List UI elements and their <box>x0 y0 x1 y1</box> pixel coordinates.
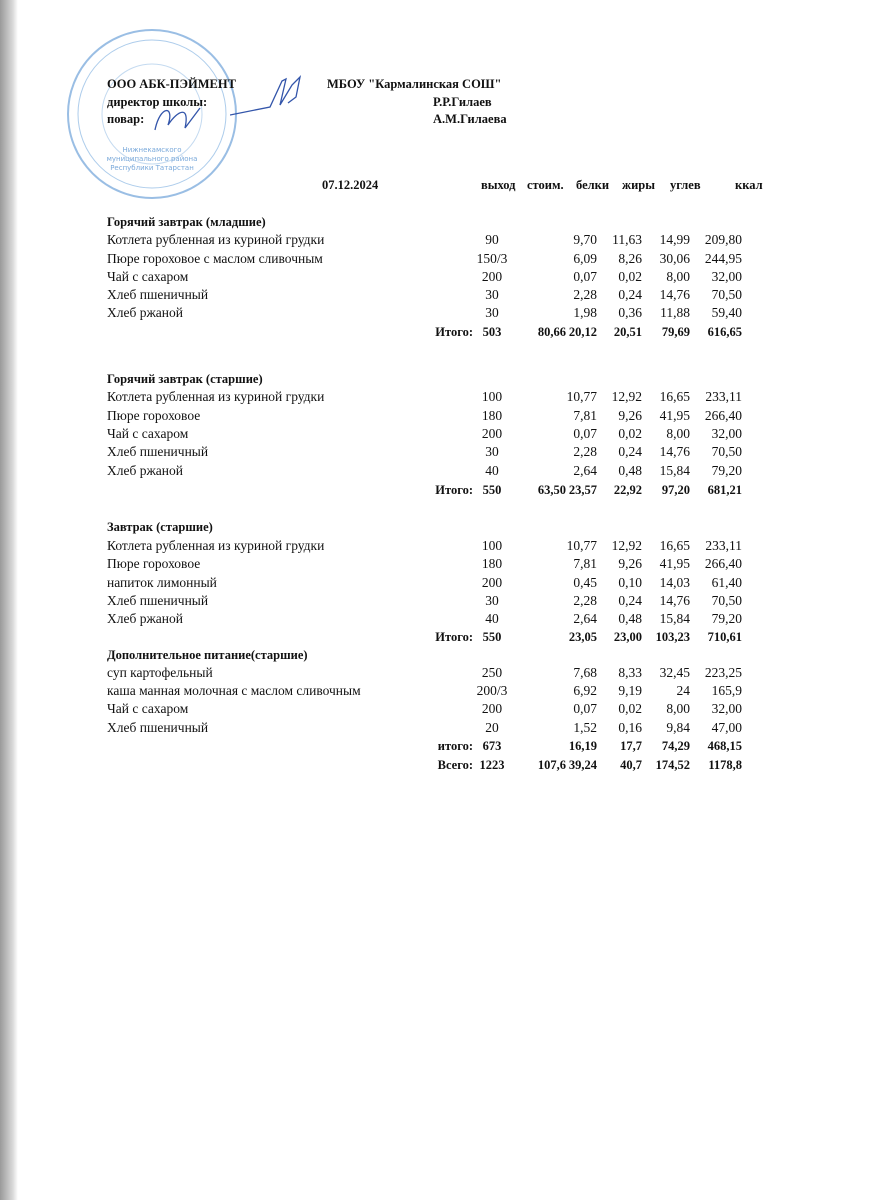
section-title: Горячий завтрак (младшие) <box>107 215 266 229</box>
dish-name: Хлеб пшеничный <box>107 720 209 735</box>
value-cell: 266,40 <box>704 556 742 571</box>
value-cell: 9,26 <box>618 408 642 423</box>
portion-cell: 40 <box>485 463 499 478</box>
dish-name: Котлета рубленная из куриной грудки <box>107 538 325 553</box>
value-cell: 1,52 <box>573 720 597 735</box>
value-cell: 8,00 <box>666 269 690 284</box>
value-cell: 2,64 <box>573 463 597 478</box>
portion-cell: 100 <box>481 389 503 404</box>
value-cell: 59,40 <box>711 305 742 320</box>
value-cell: 2,28 <box>573 444 597 459</box>
dish-name: Хлеб ржаной <box>107 611 183 626</box>
value-cell: 11,88 <box>660 305 690 320</box>
value-cell: 0,10 <box>618 575 642 590</box>
value-cell: 9,70 <box>573 232 597 247</box>
value-cell: 616,65 <box>707 325 742 339</box>
value-cell: 70,50 <box>711 593 742 608</box>
portion-cell: 1223 <box>479 758 505 772</box>
portion-cell: 673 <box>482 739 502 753</box>
value-cell: 14,76 <box>659 444 690 459</box>
org-left: ООО АБК-ПЭЙМЕНТ <box>107 77 236 91</box>
value-cell: 103,23 <box>655 630 690 644</box>
portion-cell: 550 <box>482 483 502 497</box>
value-cell: 0,07 <box>573 269 597 284</box>
total-label: Итого: <box>435 325 473 339</box>
portion-cell: 40 <box>485 611 499 626</box>
value-cell: 0,24 <box>618 444 642 459</box>
dish-name: Чай с сахаром <box>107 426 189 441</box>
value-cell: 107,6 <box>537 758 566 772</box>
value-cell: 223,25 <box>704 665 742 680</box>
value-cell: 266,40 <box>704 408 742 423</box>
value-cell: 47,00 <box>711 720 742 735</box>
value-cell: 6,09 <box>573 251 597 266</box>
column-header: ккал <box>735 178 763 192</box>
value-cell: 244,95 <box>704 251 742 266</box>
dish-name: Пюре гороховое с маслом сливочным <box>107 251 323 266</box>
dish-name: Хлеб ржаной <box>107 305 183 320</box>
dish-name: суп картофельный <box>107 665 213 680</box>
value-cell: 0,45 <box>573 575 597 590</box>
portion-cell: 200 <box>481 426 503 441</box>
portion-cell: 30 <box>485 287 499 302</box>
dish-name: Хлеб пшеничный <box>107 287 209 302</box>
value-cell: 14,76 <box>659 593 690 608</box>
value-cell: 8,00 <box>666 701 690 716</box>
value-cell: 0,07 <box>573 701 597 716</box>
portion-cell: 180 <box>481 408 503 423</box>
value-cell: 0,16 <box>618 720 642 735</box>
value-cell: 63,50 <box>537 483 566 497</box>
cook-name: А.М.Гилаева <box>433 112 507 126</box>
value-cell: 681,21 <box>707 483 742 497</box>
svg-text:Нижнекамского: Нижнекамского <box>122 146 182 154</box>
director-label: директор школы: <box>107 95 208 109</box>
value-cell: 2,64 <box>573 611 597 626</box>
org-right: МБОУ "Кармалинская СОШ" <box>327 77 502 91</box>
section-title: Завтрак (старшие) <box>107 520 213 534</box>
value-cell: 0,48 <box>618 463 642 478</box>
value-cell: 233,11 <box>705 538 742 553</box>
portion-cell: 90 <box>485 232 499 247</box>
column-header: стоим. <box>527 178 564 192</box>
value-cell: 32,00 <box>711 701 742 716</box>
value-cell: 23,05 <box>568 630 597 644</box>
value-cell: 97,20 <box>661 483 690 497</box>
svg-text:муниципального района: муниципального района <box>106 155 198 163</box>
value-cell: 30,06 <box>659 251 690 266</box>
value-cell: 32,00 <box>711 426 742 441</box>
value-cell: 0,24 <box>618 287 642 302</box>
value-cell: 39,24 <box>568 758 597 772</box>
total-label: Итого: <box>435 483 473 497</box>
value-cell: 16,65 <box>659 538 690 553</box>
value-cell: 0,24 <box>618 593 642 608</box>
value-cell: 0,36 <box>618 305 642 320</box>
dish-name: Хлеб ржаной <box>107 463 183 478</box>
value-cell: 40,7 <box>620 758 642 772</box>
value-cell: 24 <box>676 683 690 698</box>
value-cell: 0,02 <box>618 269 642 284</box>
value-cell: 1178,8 <box>708 758 742 772</box>
value-cell: 41,95 <box>659 408 690 423</box>
value-cell: 61,40 <box>711 575 742 590</box>
value-cell: 9,19 <box>618 683 642 698</box>
portion-cell: 200 <box>481 575 503 590</box>
value-cell: 710,61 <box>707 630 742 644</box>
value-cell: 14,99 <box>659 232 690 247</box>
value-cell: 0,02 <box>618 701 642 716</box>
portion-cell: 180 <box>481 556 503 571</box>
value-cell: 2,28 <box>573 287 597 302</box>
value-cell: 20,51 <box>613 325 642 339</box>
total-label: итого: <box>437 739 473 753</box>
value-cell: 7,81 <box>573 408 597 423</box>
value-cell: 20,12 <box>568 325 597 339</box>
column-header: выход <box>481 178 516 192</box>
value-cell: 174,52 <box>655 758 690 772</box>
portion-cell: 100 <box>481 538 503 553</box>
value-cell: 12,92 <box>611 538 642 553</box>
cook-label: повар: <box>107 112 145 126</box>
value-cell: 0,07 <box>573 426 597 441</box>
value-cell: 10,77 <box>566 538 597 553</box>
value-cell: 23,00 <box>613 630 642 644</box>
value-cell: 15,84 <box>659 463 690 478</box>
value-cell: 233,11 <box>705 389 742 404</box>
value-cell: 6,92 <box>573 683 597 698</box>
portion-cell: 200/3 <box>476 683 508 698</box>
grand-total-label: Всего: <box>437 758 473 772</box>
value-cell: 16,65 <box>659 389 690 404</box>
dish-name: Котлета рубленная из куриной грудки <box>107 389 325 404</box>
value-cell: 8,00 <box>666 426 690 441</box>
scan-edge-shadow <box>0 0 18 1200</box>
value-cell: 14,03 <box>659 575 690 590</box>
section-title: Дополнительное питание(старшие) <box>107 648 308 662</box>
portion-cell: 200 <box>481 269 503 284</box>
column-header: жиры <box>622 178 655 192</box>
value-cell: 14,76 <box>659 287 690 302</box>
portion-cell: 30 <box>485 305 499 320</box>
value-cell: 79,20 <box>711 463 742 478</box>
section-title: Горячий завтрак (старшие) <box>107 372 263 386</box>
portion-cell: 550 <box>482 630 502 644</box>
value-cell: 79,69 <box>661 325 690 339</box>
value-cell: 80,66 <box>537 325 566 339</box>
value-cell: 12,92 <box>611 389 642 404</box>
portion-cell: 30 <box>485 593 499 608</box>
director-signature <box>230 75 320 125</box>
value-cell: 7,81 <box>573 556 597 571</box>
value-cell: 15,84 <box>659 611 690 626</box>
value-cell: 70,50 <box>711 287 742 302</box>
value-cell: 79,20 <box>711 611 742 626</box>
value-cell: 2,28 <box>573 593 597 608</box>
value-cell: 1,98 <box>573 305 597 320</box>
dish-name: Чай с сахаром <box>107 269 189 284</box>
portion-cell: 20 <box>485 720 499 735</box>
value-cell: 22,92 <box>613 483 642 497</box>
dish-name: Пюре гороховое <box>107 408 201 423</box>
value-cell: 16,19 <box>568 739 597 753</box>
value-cell: 74,29 <box>661 739 690 753</box>
value-cell: 8,26 <box>618 251 642 266</box>
value-cell: 0,02 <box>618 426 642 441</box>
value-cell: 165,9 <box>711 683 742 698</box>
value-cell: 32,45 <box>659 665 690 680</box>
dish-name: напиток лимонный <box>107 575 217 590</box>
menu-date: 07.12.2024 <box>322 178 379 192</box>
value-cell: 41,95 <box>659 556 690 571</box>
dish-name: Хлеб пшеничный <box>107 593 209 608</box>
dish-name: Хлеб пшеничный <box>107 444 209 459</box>
total-label: Итого: <box>435 630 473 644</box>
value-cell: 11,63 <box>612 232 642 247</box>
value-cell: 17,7 <box>620 739 642 753</box>
portion-cell: 250 <box>481 665 503 680</box>
director-name: Р.Р.Гилаев <box>433 95 492 109</box>
value-cell: 23,57 <box>568 483 597 497</box>
value-cell: 0,48 <box>618 611 642 626</box>
value-cell: 70,50 <box>711 444 742 459</box>
portion-cell: 503 <box>482 325 502 339</box>
value-cell: 209,80 <box>704 232 742 247</box>
column-header: белки <box>576 178 610 192</box>
dish-name: Пюре гороховое <box>107 556 201 571</box>
dish-name: каша манная молочная с маслом сливочным <box>107 683 361 698</box>
value-cell: 10,77 <box>566 389 597 404</box>
column-header: углев <box>670 178 701 192</box>
value-cell: 7,68 <box>573 665 597 680</box>
portion-cell: 150/3 <box>476 251 508 266</box>
value-cell: 9,26 <box>618 556 642 571</box>
portion-cell: 200 <box>481 701 503 716</box>
dish-name: Чай с сахаром <box>107 701 189 716</box>
value-cell: 9,84 <box>666 720 690 735</box>
portion-cell: 30 <box>485 444 499 459</box>
svg-text:Республики Татарстан: Республики Татарстан <box>110 164 194 172</box>
value-cell: 32,00 <box>711 269 742 284</box>
value-cell: 8,33 <box>618 665 642 680</box>
value-cell: 468,15 <box>707 739 742 753</box>
dish-name: Котлета рубленная из куриной грудки <box>107 232 325 247</box>
